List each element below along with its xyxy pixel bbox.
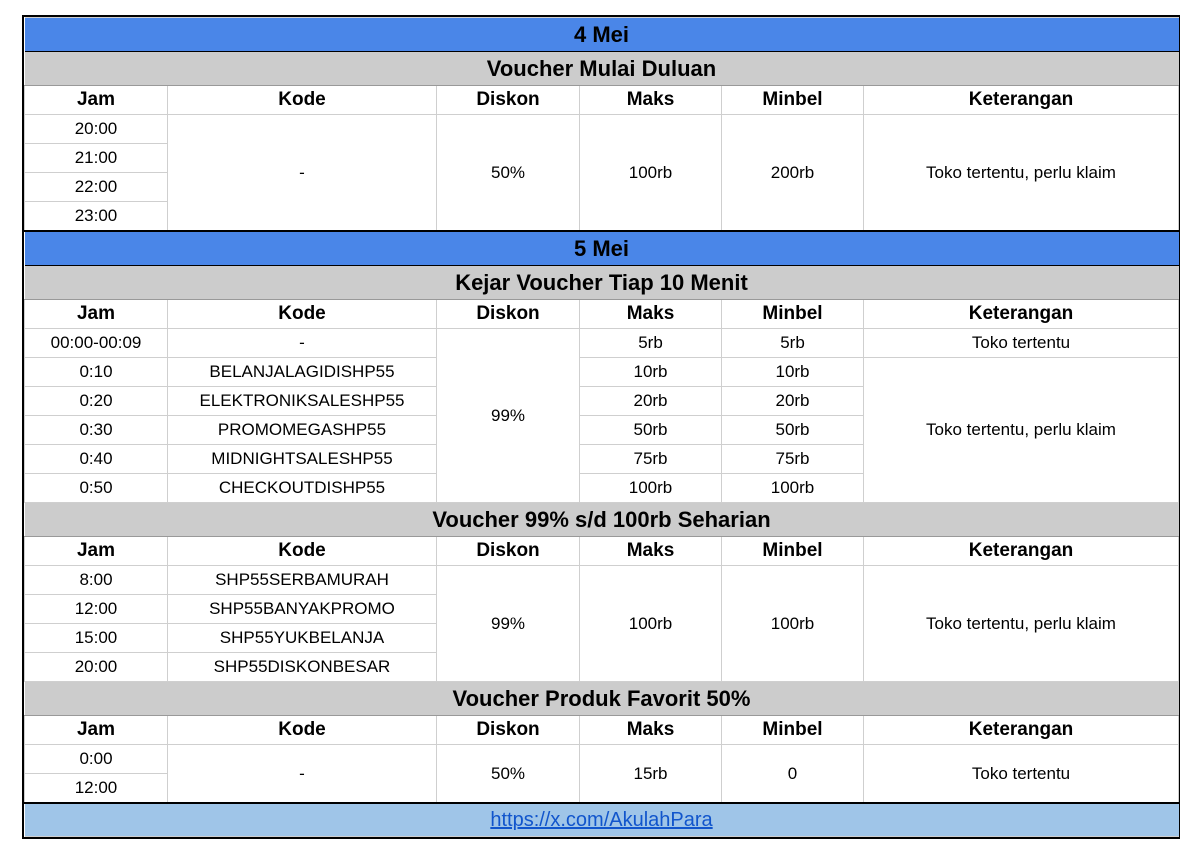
cell-time: 0:00 bbox=[25, 745, 168, 774]
cell-max: 20rb bbox=[580, 387, 722, 416]
date-header-5-mei: 5 Mei bbox=[25, 231, 1179, 266]
cell-code: - bbox=[168, 115, 437, 232]
cell-time: 0:10 bbox=[25, 358, 168, 387]
cell-time: 20:00 bbox=[25, 115, 168, 144]
cell-time: 8:00 bbox=[25, 566, 168, 595]
col-header-kode: Kode bbox=[168, 86, 437, 115]
section-title-tiap-10-menit: Kejar Voucher Tiap 10 Menit bbox=[25, 266, 1179, 300]
cell-time: 0:40 bbox=[25, 445, 168, 474]
col-header-diskon: Diskon bbox=[437, 86, 580, 115]
cell-time: 0:30 bbox=[25, 416, 168, 445]
cell-minbel: 100rb bbox=[722, 566, 864, 682]
cell-note: Toko tertentu bbox=[864, 745, 1179, 804]
col-header-jam: Jam bbox=[25, 86, 168, 115]
col-header-jam: Jam bbox=[25, 537, 168, 566]
cell-max: 10rb bbox=[580, 358, 722, 387]
cell-max: 5rb bbox=[580, 329, 722, 358]
cell-max: 15rb bbox=[580, 745, 722, 804]
col-header-diskon: Diskon bbox=[437, 716, 580, 745]
col-header-keterangan: Keterangan bbox=[864, 86, 1179, 115]
cell-code: ELEKTRONIKSALESHP55 bbox=[168, 387, 437, 416]
date-header-4-mei: 4 Mei bbox=[25, 18, 1179, 52]
section-title-seharian: Voucher 99% s/d 100rb Seharian bbox=[25, 503, 1179, 537]
col-header-kode: Kode bbox=[168, 537, 437, 566]
col-header-minbel: Minbel bbox=[722, 537, 864, 566]
voucher-schedule-table bbox=[24, 17, 1179, 837]
cell-code: PROMOMEGASHP55 bbox=[168, 416, 437, 445]
section-title-mulai-duluan: Voucher Mulai Duluan bbox=[25, 52, 1179, 86]
col-header-kode: Kode bbox=[168, 716, 437, 745]
cell-note: Toko tertentu, perlu klaim bbox=[864, 358, 1179, 503]
cell-minbel: 0 bbox=[722, 745, 864, 804]
cell-code: BELANJALAGIDISHP55 bbox=[168, 358, 437, 387]
cell-time: 12:00 bbox=[25, 774, 168, 804]
cell-code: CHECKOUTDISHP55 bbox=[168, 474, 437, 503]
cell-note: Toko tertentu bbox=[864, 329, 1179, 358]
cell-minbel: 10rb bbox=[722, 358, 864, 387]
cell-time: 23:00 bbox=[25, 202, 168, 232]
cell-code: - bbox=[168, 745, 437, 804]
cell-code: - bbox=[168, 329, 437, 358]
col-header-minbel: Minbel bbox=[722, 300, 864, 329]
col-header-maks: Maks bbox=[580, 86, 722, 115]
cell-code: MIDNIGHTSALESHP55 bbox=[168, 445, 437, 474]
col-header-minbel: Minbel bbox=[722, 716, 864, 745]
col-header-jam: Jam bbox=[25, 716, 168, 745]
cell-discount: 99% bbox=[437, 566, 580, 682]
cell-time: 0:50 bbox=[25, 474, 168, 503]
col-header-jam: Jam bbox=[25, 300, 168, 329]
cell-time: 0:20 bbox=[25, 387, 168, 416]
cell-code: SHP55BANYAKPROMO bbox=[168, 595, 437, 624]
section-title-produk-favorit: Voucher Produk Favorit 50% bbox=[25, 682, 1179, 716]
cell-time: 22:00 bbox=[25, 173, 168, 202]
voucher-schedule-frame bbox=[22, 15, 1180, 839]
cell-minbel: 5rb bbox=[722, 329, 864, 358]
cell-minbel: 20rb bbox=[722, 387, 864, 416]
col-header-minbel: Minbel bbox=[722, 86, 864, 115]
cell-code: SHP55YUKBELANJA bbox=[168, 624, 437, 653]
col-header-maks: Maks bbox=[580, 300, 722, 329]
cell-code: SHP55DISKONBESAR bbox=[168, 653, 437, 682]
cell-discount: 50% bbox=[437, 745, 580, 804]
col-header-kode: Kode bbox=[168, 300, 437, 329]
cell-minbel: 200rb bbox=[722, 115, 864, 232]
cell-max: 100rb bbox=[580, 566, 722, 682]
cell-time: 00:00-00:09 bbox=[25, 329, 168, 358]
footer-bar bbox=[25, 803, 1179, 837]
cell-time: 21:00 bbox=[25, 144, 168, 173]
cell-discount: 50% bbox=[437, 115, 580, 232]
col-header-keterangan: Keterangan bbox=[864, 537, 1179, 566]
cell-max: 75rb bbox=[580, 445, 722, 474]
cell-max: 50rb bbox=[580, 416, 722, 445]
cell-time: 15:00 bbox=[25, 624, 168, 653]
cell-code: SHP55SERBAMURAH bbox=[168, 566, 437, 595]
col-header-maks: Maks bbox=[580, 716, 722, 745]
cell-note: Toko tertentu, perlu klaim bbox=[864, 115, 1179, 232]
cell-minbel: 100rb bbox=[722, 474, 864, 503]
cell-minbel: 50rb bbox=[722, 416, 864, 445]
col-header-maks: Maks bbox=[580, 537, 722, 566]
col-header-keterangan: Keterangan bbox=[864, 716, 1179, 745]
cell-max: 100rb bbox=[580, 115, 722, 232]
cell-discount: 99% bbox=[437, 329, 580, 503]
col-header-diskon: Diskon bbox=[437, 300, 580, 329]
cell-minbel: 75rb bbox=[722, 445, 864, 474]
cell-max: 100rb bbox=[580, 474, 722, 503]
cell-time: 20:00 bbox=[25, 653, 168, 682]
cell-time: 12:00 bbox=[25, 595, 168, 624]
col-header-keterangan: Keterangan bbox=[864, 300, 1179, 329]
col-header-diskon: Diskon bbox=[437, 537, 580, 566]
cell-note: Toko tertentu, perlu klaim bbox=[864, 566, 1179, 682]
footer-link[interactable]: https://x.com/AkulahPara bbox=[490, 808, 713, 831]
